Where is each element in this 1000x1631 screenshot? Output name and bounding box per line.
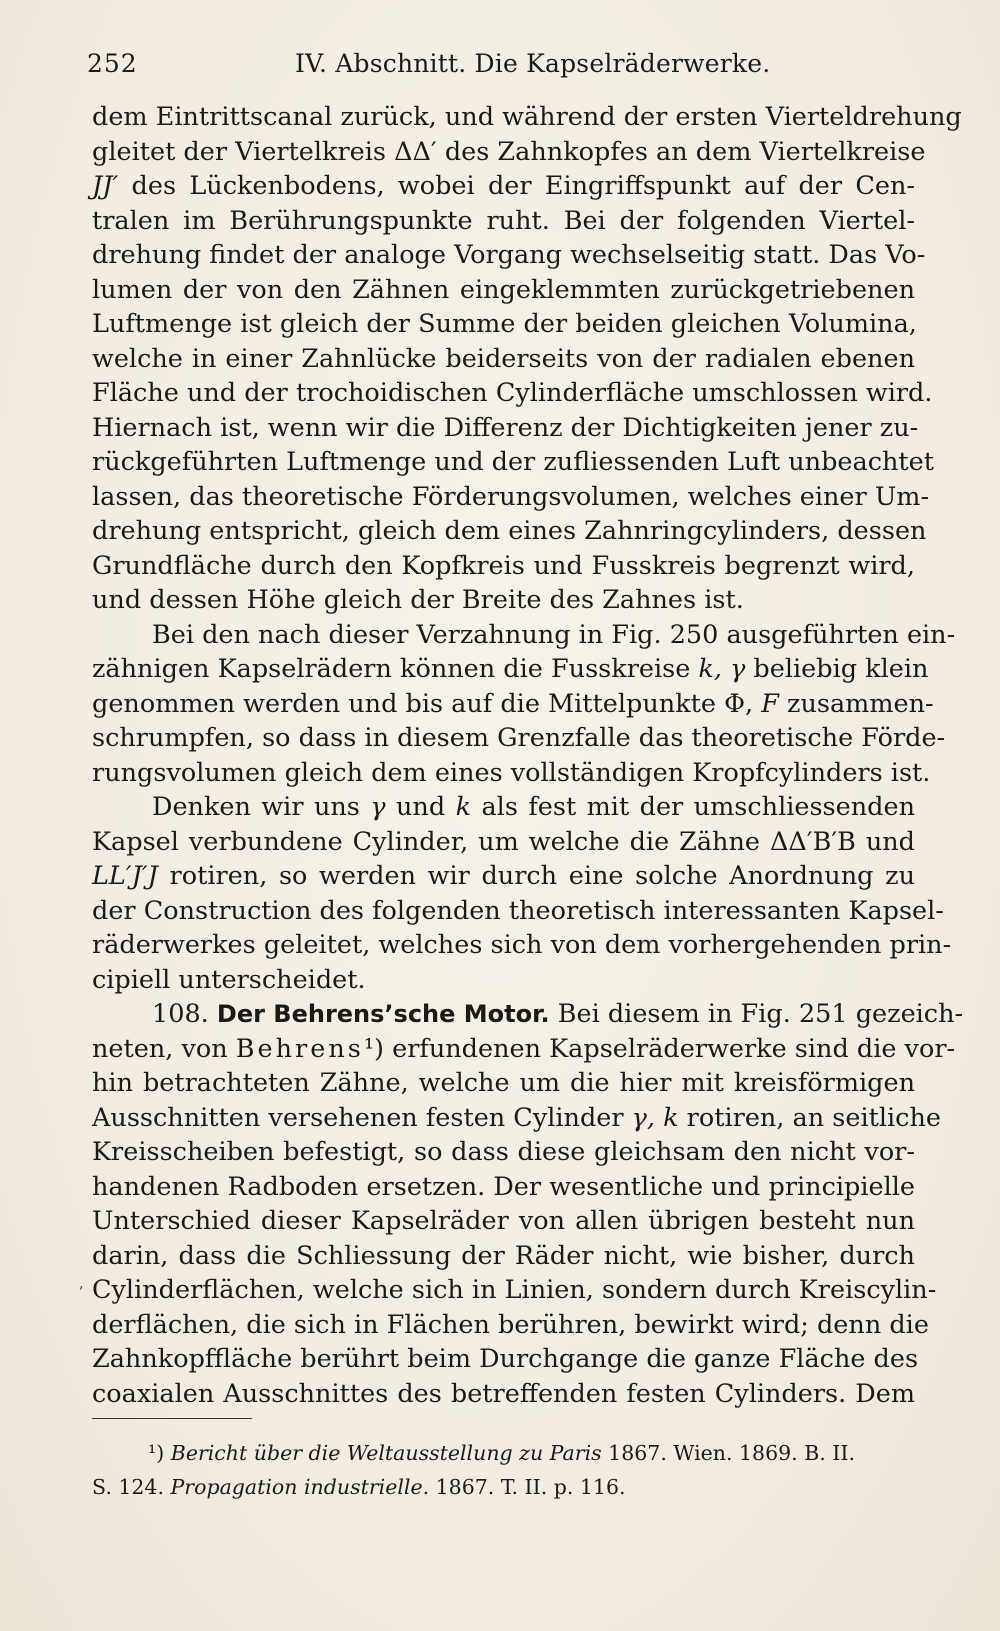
- footnote-title: Bericht über die Weltausstellung zu Paris: [170, 1441, 602, 1465]
- author-name: Behrens: [235, 1033, 364, 1064]
- text-line: handenen Radboden ersetzen. Der wesentliche und principielle: [92, 1171, 915, 1202]
- text-line: cipiell unterscheidet.: [92, 964, 366, 995]
- text-line: Luftmenge ist gleich der Summe der beiden gleichen Volumina,: [92, 309, 917, 339]
- text-line: Kreisscheiben befestigt, so dass diese gleichsam den nicht vor-: [92, 1137, 915, 1167]
- text-line: Kapsel verbundene Cylinder, um welche die Zähne ΔΔ′B′B und: [92, 826, 915, 857]
- section-number: 108.: [152, 999, 217, 1029]
- text-run: beliebig klein: [745, 654, 929, 684]
- section-title: Der Behrens’sche Motor.: [216, 1000, 550, 1028]
- text-run: zusammen-: [778, 688, 934, 719]
- text-line: rückgeführten Luftmenge und der zufliessenden Luft unbeachtet: [92, 447, 934, 477]
- text-run: Ausschnitten versehenen festen Cylinder: [92, 1102, 632, 1133]
- text-line: Cylinderflächen, welche sich in Linien, sondern durch Kreiscylin-: [92, 1275, 937, 1305]
- text-line: [92, 790, 915, 825]
- page-number: 252: [87, 49, 138, 78]
- math-symbol: JJ′: [92, 171, 119, 201]
- footnote-text: S. 124.: [92, 1475, 171, 1499]
- text-run: rotiren, an seitliche: [678, 1102, 941, 1133]
- text-run: Bei diesem in Fig. 251 gezeich-: [549, 999, 964, 1029]
- footnote-rule: [92, 1418, 252, 1419]
- text-line: [92, 859, 915, 894]
- text-line: tralen im Berührungspunkte ruht. Bei der folgenden Viertel-: [92, 205, 915, 236]
- footnote-line: [92, 1470, 915, 1504]
- footnote-marker: ¹): [148, 1441, 165, 1465]
- text-run: ¹) erfundenen Kapselräderwerke sind die vor-: [363, 1033, 956, 1064]
- text-line: drehung entspricht, gleich dem eines Zahnringcylinders, dessen: [92, 516, 927, 546]
- text-run: zähnigen Kapselrädern können die Fusskreise: [92, 654, 699, 684]
- math-symbol: LL′J′J: [92, 861, 158, 891]
- text-line: [92, 169, 915, 204]
- text-line: [92, 652, 929, 687]
- text-line: derflächen, die sich in Flächen berühren, bewirkt wird; denn die: [92, 1309, 929, 1340]
- text-run: des Lückenbodens, wobei der Eingriffspunkt auf der Cen-: [118, 171, 915, 201]
- text-run: rotiren, so werden wir durch eine solche Anordnung zu: [157, 861, 915, 891]
- text-line: gleitet der Viertelkreis ΔΔ′ des Zahnkopfes an dem Viertelkreise: [92, 136, 926, 167]
- text-line: Zahnkopffläche berührt beim Durchgange die ganze Fläche des: [92, 1344, 919, 1374]
- math-symbol: F: [761, 688, 779, 719]
- text-line: räderwerkes geleitet, welches sich von dem vorhergehenden prin-: [92, 930, 952, 960]
- text-line: Bei den nach dieser Verzahnung in Fig. 250 ausgeführten ein-: [152, 619, 956, 650]
- text-line: Unterschied dieser Kapselräder von allen übrigen besteht nun: [92, 1206, 915, 1236]
- text-line: coaxialen Ausschnittes des betreffenden festen Cylinders. Dem: [92, 1378, 915, 1409]
- text-line: darin, dass die Schliessung der Räder nicht, wie bisher, durch: [92, 1240, 915, 1271]
- text-run: und: [385, 792, 456, 822]
- footnote-line: [92, 1436, 915, 1470]
- text-run: genommen werden und bis auf die Mittelpunkte Φ,: [92, 688, 762, 719]
- math-symbol: γ, k: [631, 1102, 679, 1133]
- text-line: schrumpfen, so dass in diesem Grenzfalle das theoretische Förde-: [92, 723, 946, 753]
- text-line: rungsvolumen gleich dem eines vollständigen Kropfcylinders ist.: [92, 757, 931, 788]
- text-line: und dessen Höhe gleich der Breite des Zahnes ist.: [92, 585, 744, 615]
- text-line: dem Eintrittscanal zurück, und während der ersten Vierteldrehung: [92, 102, 962, 132]
- text-line: hin betrachteten Zähne, welche um die hier mit kreisförmigen: [92, 1068, 915, 1098]
- text-line: [92, 1101, 941, 1136]
- footnote: [92, 1436, 915, 1504]
- text-line: welche in einer Zahnlücke beiderseits von der radialen ebenen: [92, 343, 915, 374]
- footnote-text: 1867. Wien. 1869. B. II.: [601, 1441, 856, 1465]
- text-line: lumen der von den Zähnen eingeklemmten zurückgetriebenen: [92, 274, 915, 305]
- text-line: der Construction des folgenden theoretisch interessanten Kapsel-: [92, 895, 944, 926]
- text-run: neten, von: [92, 1033, 236, 1064]
- body-text: [92, 100, 964, 1411]
- footnote-text: 1867. T. II. p. 116.: [429, 1475, 626, 1499]
- math-symbol: k: [455, 792, 472, 822]
- text-run: Denken wir uns: [152, 792, 371, 822]
- margin-mark: ʼ: [78, 1283, 84, 1302]
- math-symbol: γ: [370, 792, 386, 822]
- text-line: [92, 1032, 956, 1067]
- text-line: [92, 687, 934, 722]
- text-line: lassen, das theoretische Förderungsvolumen, welches einer Um-: [92, 481, 930, 512]
- running-title: IV. Abschnitt. Die Kapselräderwerke.: [295, 49, 771, 78]
- text-line: Fläche und der trochoidischen Cylinderfläche umschlossen wird.: [92, 378, 933, 408]
- math-symbol: k, γ: [698, 654, 746, 684]
- text-run: als fest mit der umschliessenden: [471, 792, 915, 822]
- page-header: [87, 46, 917, 82]
- section-heading-line: [92, 997, 964, 1032]
- text-line: Hiernach ist, wenn wir die Differenz der Dichtigkeiten jener zu-: [92, 412, 919, 443]
- text-line: Grundfläche durch den Kopfkreis und Fusskreis begrenzt wird,: [92, 550, 915, 581]
- footnote-title: Propagation industrielle.: [170, 1475, 430, 1499]
- text-line: drehung findet der analoge Vorgang wechselseitig statt. Das Vo-: [92, 240, 926, 270]
